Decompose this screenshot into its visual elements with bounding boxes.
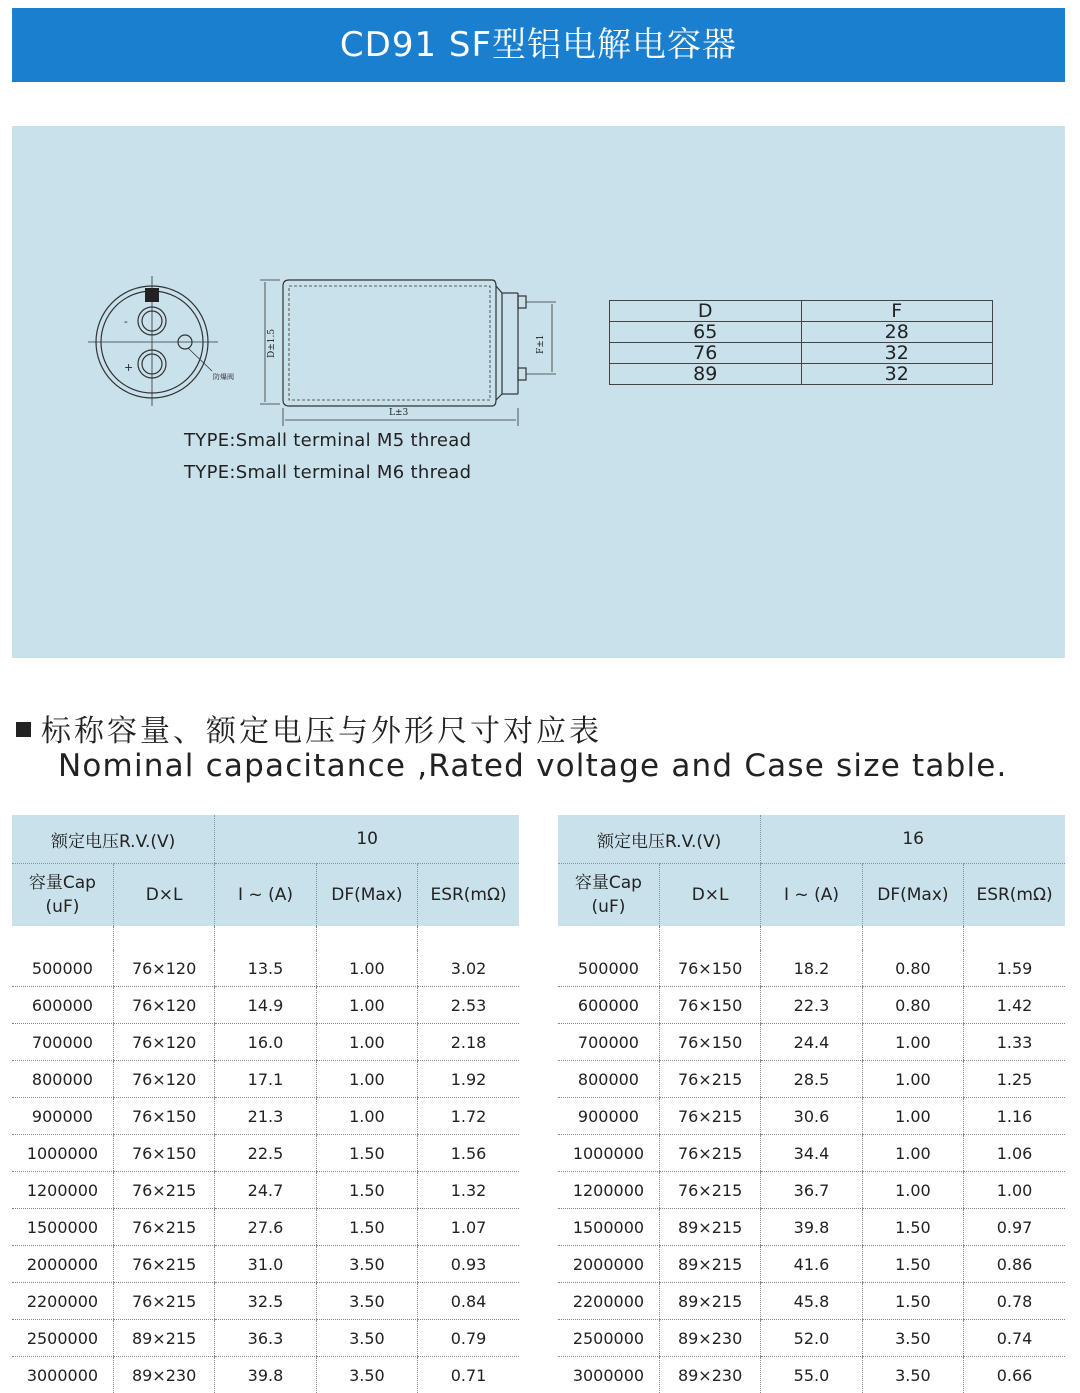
table-cell: 1500000 bbox=[558, 1209, 659, 1246]
table-cell: 800000 bbox=[12, 1061, 113, 1098]
table-row bbox=[12, 1135, 519, 1172]
length-label: L±3 bbox=[389, 408, 409, 418]
table-cell: 1.72 bbox=[418, 1098, 519, 1135]
table-cell: 0.86 bbox=[964, 1246, 1065, 1283]
dim-table-row bbox=[610, 343, 993, 364]
table-row bbox=[12, 950, 519, 987]
table-row bbox=[558, 1357, 1065, 1393]
table-cell: 700000 bbox=[558, 1024, 659, 1061]
type-line: TYPE:Small terminal M5 thread bbox=[184, 430, 471, 451]
table-cell: 76×150 bbox=[659, 1024, 760, 1061]
table-cell: 18.2 bbox=[761, 950, 862, 987]
table-row bbox=[558, 1283, 1065, 1320]
table-cell: 76×120 bbox=[113, 987, 214, 1024]
table-cell: 1.00 bbox=[862, 1024, 963, 1061]
table-cell: 1.33 bbox=[964, 1024, 1065, 1061]
table-cell: 55.0 bbox=[761, 1357, 862, 1393]
minus-terminal-label: - bbox=[124, 315, 128, 328]
table-cell: 14.9 bbox=[215, 987, 316, 1024]
table-cell: 3.50 bbox=[862, 1357, 963, 1393]
column-header: I ~ (A) bbox=[761, 864, 862, 927]
table-cell: 1.59 bbox=[964, 950, 1065, 987]
table-cell: 1.00 bbox=[316, 1061, 417, 1098]
table-cell: 1.00 bbox=[964, 1172, 1065, 1209]
table-cell: 76×120 bbox=[113, 1024, 214, 1061]
spacer-cell bbox=[558, 926, 659, 950]
dimension-table bbox=[609, 300, 993, 385]
table-cell: 3.02 bbox=[418, 950, 519, 987]
table-cell: 1.06 bbox=[964, 1135, 1065, 1172]
table-cell: 76×215 bbox=[659, 1172, 760, 1209]
table-cell: 0.97 bbox=[964, 1209, 1065, 1246]
rated-voltage-label: 额定电压R.V.(V) bbox=[558, 815, 761, 864]
table-row bbox=[558, 1320, 1065, 1357]
table-cell: 2000000 bbox=[12, 1246, 113, 1283]
table-cell: 0.66 bbox=[964, 1357, 1065, 1393]
dim-cell: 28 bbox=[801, 322, 993, 343]
table-cell: 89×215 bbox=[659, 1246, 760, 1283]
capacitor-drawing bbox=[12, 126, 1065, 658]
vent-label: 防爆阀 bbox=[213, 372, 234, 381]
type-line: TYPE:Small terminal M6 thread bbox=[184, 462, 471, 483]
spacer-cell bbox=[964, 926, 1065, 950]
table-cell: 1.07 bbox=[418, 1209, 519, 1246]
table-cell: 39.8 bbox=[215, 1357, 316, 1393]
rated-voltage-label: 额定电压R.V.(V) bbox=[12, 815, 215, 864]
table-cell: 36.7 bbox=[761, 1172, 862, 1209]
table-cell: 0.93 bbox=[418, 1246, 519, 1283]
spacer-cell bbox=[418, 926, 519, 950]
table-cell: 76×150 bbox=[113, 1135, 214, 1172]
table-cell: 1.00 bbox=[316, 987, 417, 1024]
table-cell: 1500000 bbox=[12, 1209, 113, 1246]
spacer-cell bbox=[12, 926, 113, 950]
table-cell: 89×215 bbox=[113, 1320, 214, 1357]
table-cell: 1.00 bbox=[316, 950, 417, 987]
table-cell: 1.50 bbox=[316, 1172, 417, 1209]
table-row bbox=[558, 950, 1065, 987]
table-cell: 52.0 bbox=[761, 1320, 862, 1357]
table-cell: 800000 bbox=[558, 1061, 659, 1098]
table-cell: 76×150 bbox=[659, 950, 760, 987]
table-spacer bbox=[12, 926, 519, 950]
table-cell: 30.6 bbox=[761, 1098, 862, 1135]
table-cell: 76×215 bbox=[113, 1172, 214, 1209]
plus-terminal-label: + bbox=[124, 361, 133, 374]
table-cell: 76×150 bbox=[113, 1098, 214, 1135]
table-cell: 76×215 bbox=[659, 1098, 760, 1135]
table-cell: 0.74 bbox=[964, 1320, 1065, 1357]
table-cell: 2.18 bbox=[418, 1024, 519, 1061]
table-row bbox=[12, 1320, 519, 1357]
table-row bbox=[558, 1135, 1065, 1172]
table-cell: 1200000 bbox=[558, 1172, 659, 1209]
table-cell: 31.0 bbox=[215, 1246, 316, 1283]
table-row bbox=[12, 1246, 519, 1283]
bullet-square-icon bbox=[16, 722, 31, 737]
dim-table-row bbox=[610, 364, 993, 385]
capacitor-top-view bbox=[88, 276, 218, 406]
dim-table-header bbox=[610, 301, 993, 322]
column-header: ESR(mΩ) bbox=[964, 864, 1065, 927]
table-row bbox=[12, 1357, 519, 1393]
table-cell: 600000 bbox=[558, 987, 659, 1024]
table-cell: 76×120 bbox=[113, 950, 214, 987]
dim-header-cell: D bbox=[610, 301, 802, 322]
table-cell: 45.8 bbox=[761, 1283, 862, 1320]
dim-cell: 65 bbox=[610, 322, 802, 343]
table-cell: 1.16 bbox=[964, 1098, 1065, 1135]
dim-header-cell: F bbox=[801, 301, 993, 322]
table-cell: 0.80 bbox=[862, 987, 963, 1024]
table-cell: 0.78 bbox=[964, 1283, 1065, 1320]
table-cell: 500000 bbox=[12, 950, 113, 987]
dim-table-row bbox=[610, 322, 993, 343]
table-cell: 0.71 bbox=[418, 1357, 519, 1393]
table-cell: 3.50 bbox=[316, 1246, 417, 1283]
rated-voltage-value: 16 bbox=[761, 815, 1065, 864]
column-header: DF(Max) bbox=[316, 864, 417, 927]
table-row bbox=[558, 1172, 1065, 1209]
section-subheading: Nominal capacitance ,Rated voltage and Case size table. bbox=[58, 748, 1008, 784]
table-row bbox=[558, 1061, 1065, 1098]
table-cell: 36.3 bbox=[215, 1320, 316, 1357]
column-header: D×L bbox=[659, 864, 760, 927]
table-cell: 1.00 bbox=[316, 1024, 417, 1061]
spacer-cell bbox=[215, 926, 316, 950]
table-cell: 1.92 bbox=[418, 1061, 519, 1098]
table-cell: 1.00 bbox=[862, 1098, 963, 1135]
table-cell: 21.3 bbox=[215, 1098, 316, 1135]
table-cell: 1.32 bbox=[418, 1172, 519, 1209]
dim-cell: 32 bbox=[801, 343, 993, 364]
section-heading-text: 标称容量、额定电压与外形尺寸对应表 bbox=[41, 714, 602, 749]
table-cell: 89×215 bbox=[659, 1283, 760, 1320]
table-cell: 34.4 bbox=[761, 1135, 862, 1172]
table-cell: 1200000 bbox=[12, 1172, 113, 1209]
table-row bbox=[12, 1172, 519, 1209]
table-cell: 1000000 bbox=[12, 1135, 113, 1172]
table-cell: 2500000 bbox=[558, 1320, 659, 1357]
table-cell: 16.0 bbox=[215, 1024, 316, 1061]
column-header: ESR(mΩ) bbox=[418, 864, 519, 927]
table-cell: 3.50 bbox=[316, 1320, 417, 1357]
table-row bbox=[12, 1209, 519, 1246]
table-cell: 22.5 bbox=[215, 1135, 316, 1172]
table-cell: 24.4 bbox=[761, 1024, 862, 1061]
diameter-label: D±1.5 bbox=[267, 329, 277, 358]
table-cell: 1.50 bbox=[862, 1246, 963, 1283]
section-heading bbox=[16, 706, 602, 750]
table-cell: 76×215 bbox=[113, 1209, 214, 1246]
column-header: D×L bbox=[113, 864, 214, 927]
column-header: 容量Cap (uF) bbox=[558, 864, 659, 927]
table-cell: 39.8 bbox=[761, 1209, 862, 1246]
rated-voltage-value: 10 bbox=[215, 815, 519, 864]
table-cell: 0.84 bbox=[418, 1283, 519, 1320]
table-row bbox=[558, 987, 1065, 1024]
table-row bbox=[12, 987, 519, 1024]
table-spacer bbox=[558, 926, 1065, 950]
dim-cell: 76 bbox=[610, 343, 802, 364]
column-header: I ~ (A) bbox=[215, 864, 316, 927]
table-cell: 700000 bbox=[12, 1024, 113, 1061]
spacer-cell bbox=[316, 926, 417, 950]
table-row bbox=[12, 1283, 519, 1320]
table-cell: 2500000 bbox=[12, 1320, 113, 1357]
table-cell: 900000 bbox=[558, 1098, 659, 1135]
table-cell: 600000 bbox=[12, 987, 113, 1024]
table-cell: 3000000 bbox=[12, 1357, 113, 1393]
table-cell: 1.00 bbox=[862, 1172, 963, 1209]
table-cell: 3000000 bbox=[558, 1357, 659, 1393]
table-row bbox=[12, 1061, 519, 1098]
table-cell: 17.1 bbox=[215, 1061, 316, 1098]
table-cell: 89×230 bbox=[659, 1357, 760, 1393]
table-cell: 1.00 bbox=[862, 1135, 963, 1172]
table-cell: 76×215 bbox=[113, 1283, 214, 1320]
table-cell: 3.50 bbox=[316, 1357, 417, 1393]
table-cell: 32.5 bbox=[215, 1283, 316, 1320]
spacer-cell bbox=[761, 926, 862, 950]
table-cell: 2200000 bbox=[12, 1283, 113, 1320]
column-header: 容量Cap (uF) bbox=[12, 864, 113, 927]
table-cell: 1.25 bbox=[964, 1061, 1065, 1098]
table-cell: 76×120 bbox=[113, 1061, 214, 1098]
dim-cell: 32 bbox=[801, 364, 993, 385]
table-row bbox=[12, 1024, 519, 1061]
table-cell: 13.5 bbox=[215, 950, 316, 987]
table-cell: 89×230 bbox=[659, 1320, 760, 1357]
capacitor-side-view bbox=[260, 280, 556, 426]
table-cell: 900000 bbox=[12, 1098, 113, 1135]
table-cell: 1.00 bbox=[862, 1061, 963, 1098]
spacer-cell bbox=[862, 926, 963, 950]
table-cell: 3.50 bbox=[316, 1283, 417, 1320]
table-cell: 76×215 bbox=[659, 1135, 760, 1172]
table-cell: 1.50 bbox=[862, 1283, 963, 1320]
spacer-cell bbox=[113, 926, 214, 950]
table-row bbox=[12, 1098, 519, 1135]
f-label: F±1 bbox=[536, 334, 546, 354]
table-cell: 1.50 bbox=[316, 1135, 417, 1172]
table-cell: 41.6 bbox=[761, 1246, 862, 1283]
spec-table-10v bbox=[12, 815, 519, 1393]
spacer-cell bbox=[659, 926, 760, 950]
table-cell: 2000000 bbox=[558, 1246, 659, 1283]
table-cell: 28.5 bbox=[761, 1061, 862, 1098]
table-cell: 1.56 bbox=[418, 1135, 519, 1172]
table-row bbox=[558, 1098, 1065, 1135]
table-cell: 24.7 bbox=[215, 1172, 316, 1209]
table-cell: 27.6 bbox=[215, 1209, 316, 1246]
dim-cell: 89 bbox=[610, 364, 802, 385]
page-title: CD91 SF型铝电解电容器 bbox=[12, 8, 1065, 82]
table-cell: 76×215 bbox=[659, 1061, 760, 1098]
table-cell: 1.42 bbox=[964, 987, 1065, 1024]
technical-drawing-panel bbox=[12, 126, 1065, 658]
table-cell: 2.53 bbox=[418, 987, 519, 1024]
table-cell: 76×215 bbox=[113, 1246, 214, 1283]
table-cell: 1.50 bbox=[862, 1209, 963, 1246]
table-cell: 1.00 bbox=[316, 1098, 417, 1135]
column-header: DF(Max) bbox=[862, 864, 963, 927]
table-cell: 500000 bbox=[558, 950, 659, 987]
table-cell: 0.79 bbox=[418, 1320, 519, 1357]
table-cell: 1.50 bbox=[316, 1209, 417, 1246]
table-row bbox=[558, 1246, 1065, 1283]
spec-table-16v bbox=[558, 815, 1065, 1393]
table-cell: 2200000 bbox=[558, 1283, 659, 1320]
table-row bbox=[558, 1024, 1065, 1061]
table-cell: 89×230 bbox=[113, 1357, 214, 1393]
table-row bbox=[558, 1209, 1065, 1246]
table-cell: 22.3 bbox=[761, 987, 862, 1024]
table-cell: 3.50 bbox=[862, 1320, 963, 1357]
table-cell: 1000000 bbox=[558, 1135, 659, 1172]
table-cell: 0.80 bbox=[862, 950, 963, 987]
table-cell: 89×215 bbox=[659, 1209, 760, 1246]
table-cell: 76×150 bbox=[659, 987, 760, 1024]
